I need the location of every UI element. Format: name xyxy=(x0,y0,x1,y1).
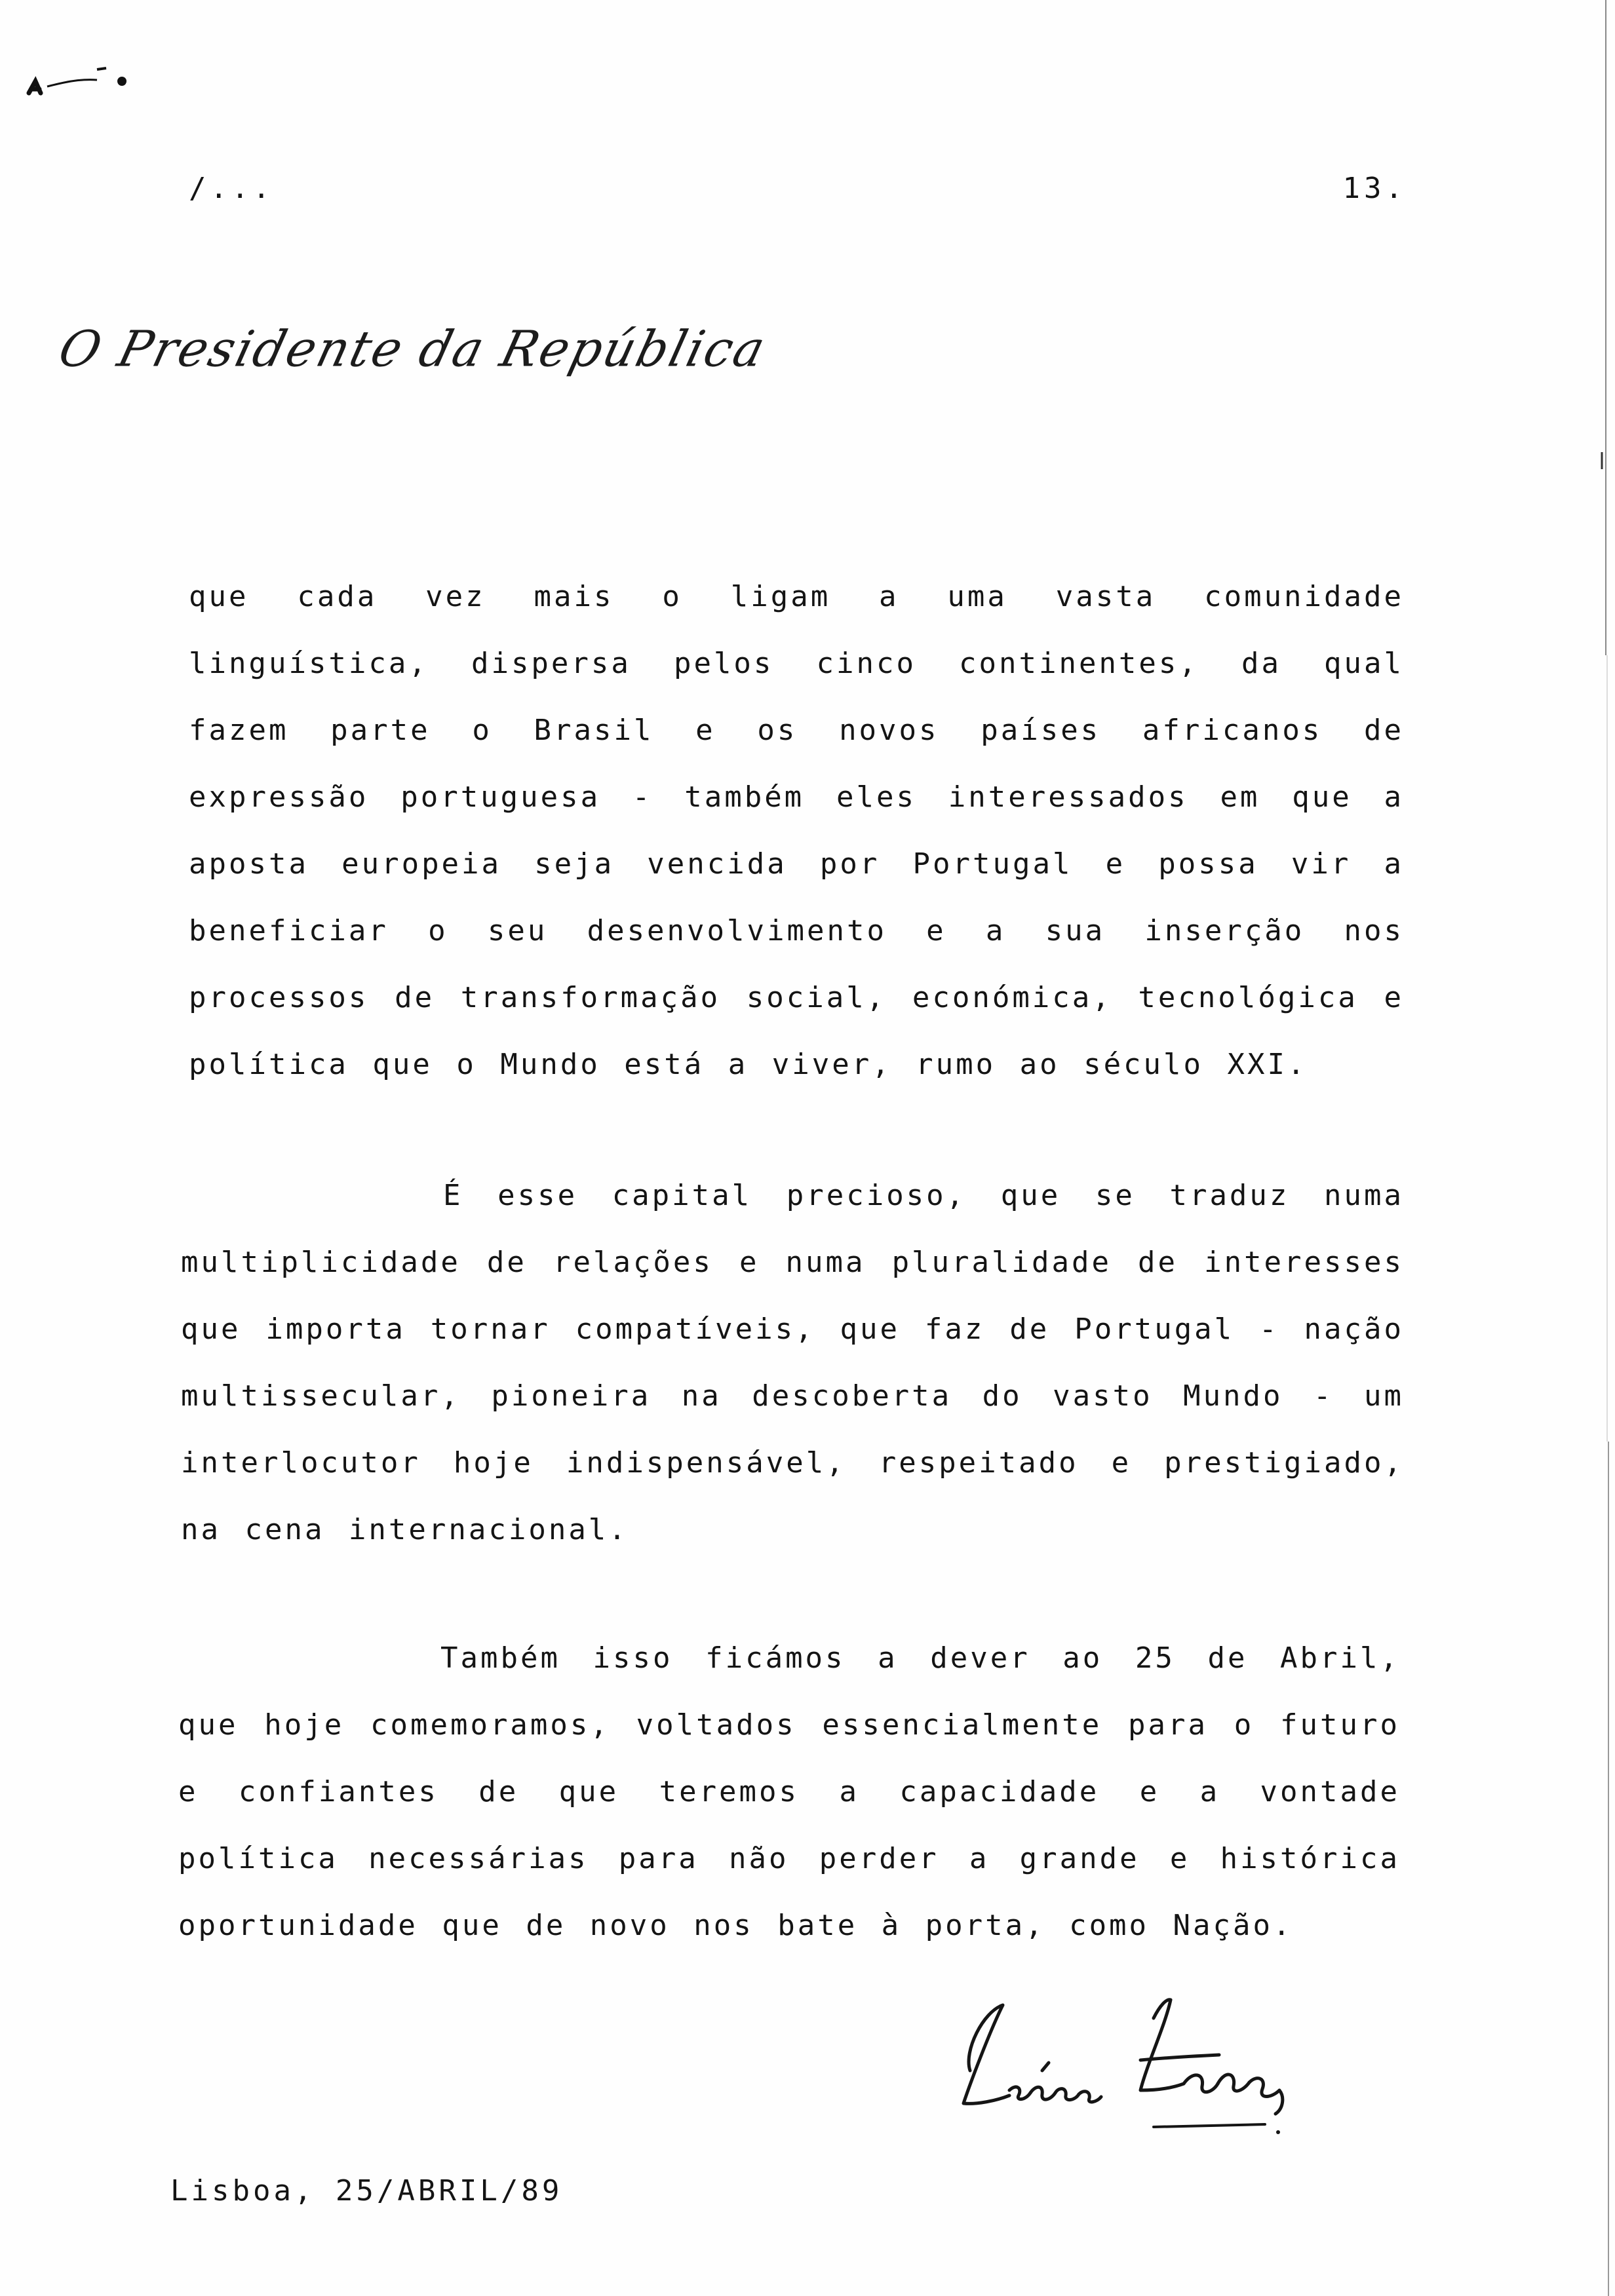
paragraph-1: que cada vez mais o ligam a uma vasta comunidade linguística, dispersa pelos cinco continentes, da qual fazem parte o Brasil e os novos países africanos de expressão portuguesa - também eles interessados em que a aposta europeia seja vencida por Portugal e possa vir a beneficiar o seu desenvolvimento e a sua inserção nos processos de transformação social, económica, tecnológica e política que o Mundo está a viver, rumo ao século XXI. xyxy=(189,580,1404,1081)
letterhead-title: O Presidente da República xyxy=(53,320,773,378)
letter-body xyxy=(173,564,1404,1959)
scan-mark-icon xyxy=(24,52,142,105)
paragraph-2: É esse capital precioso, que se traduz numa multiplicidade de relações e numa pluralidade de interesses que importa tornar compatíveis, que faz de Portugal - nação multissecular, pioneira na descoberta do vasto Mundo - um interlocutor hoje indispensável, respeitado e prestigiado, na cena internacional. xyxy=(181,1179,1404,1546)
continuation-mark: /... xyxy=(189,172,274,205)
signature xyxy=(944,1992,1311,2136)
page-number: 13. xyxy=(1342,172,1407,205)
place-and-date: Lisboa, 25/ABRIL/89 xyxy=(170,2174,563,2208)
paragraph-3: Também isso ficámos a dever ao 25 de Abril, que hoje comemoramos, voltados essencialmente para o futuro e confiantes de que teremos a capacidade e a vontade política necessárias para não perder a grande e histórica oportunidade que de novo nos bate à porta, como Nação. xyxy=(178,1641,1400,1942)
scan-edge-lines xyxy=(1599,0,1615,2296)
